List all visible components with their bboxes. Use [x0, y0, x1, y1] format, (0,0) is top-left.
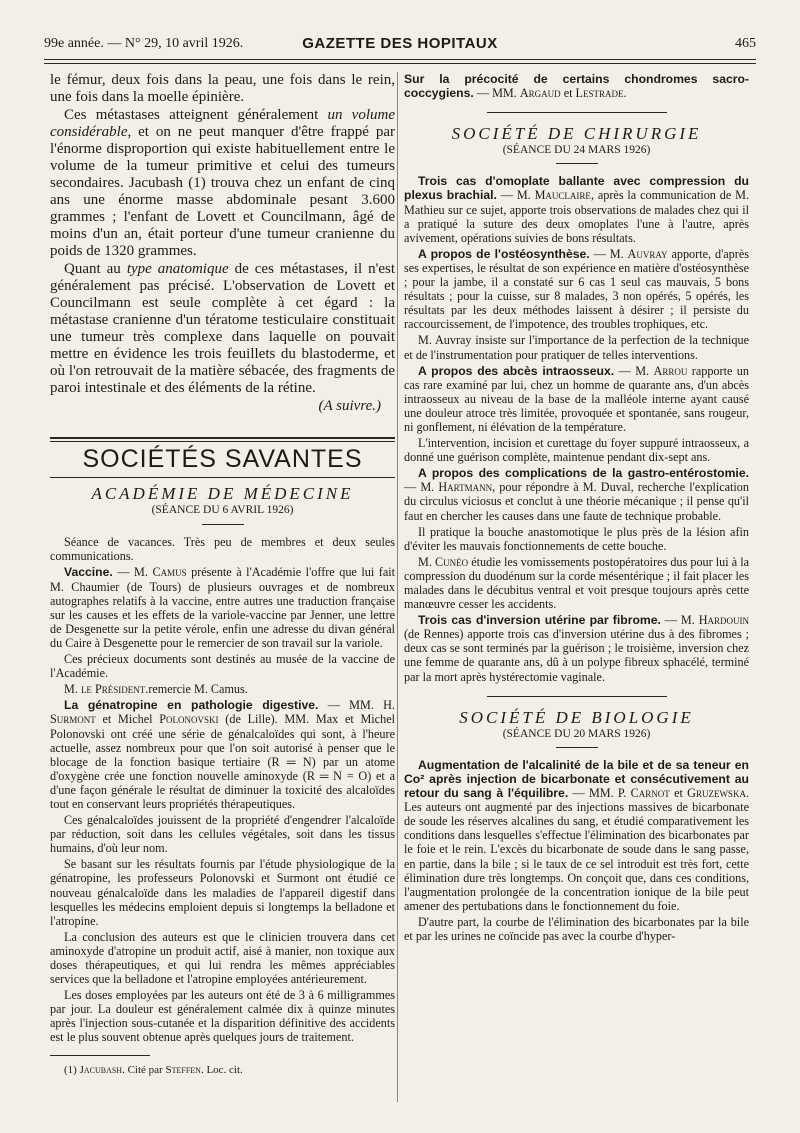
- report-chondromes: Sur la précocité de certains chondromes sacro-coccygiens. — MM. Argaud et Lestrade.: [404, 72, 749, 101]
- footnote: (1) Jacubash. Cité par Steffen. Loc. cit.: [64, 1063, 243, 1076]
- paragraph: M. Auvray insiste sur l'importance de la perfection de la technique et de l'instrumentation pour pratiquer de telles interventions.: [404, 333, 749, 362]
- section-rule-thin: [50, 441, 395, 442]
- section-rule: [50, 437, 395, 439]
- paragraph: Quant au type anatomique de ces métastases, il n'est généralement pas précisé. L'observation de Lovett et Councilmann est seule complète à cet égard : la métastase cranienne d'un tératome testiculaire constituait une tumeur très complexe dans laquelle on pouvait mettre en évidence les trois feuillets du blastoderme, et où l'on retrouvait de la matière sébacée, des fragments de paroi intestinale et des éléments de la rétine.: [50, 261, 396, 396]
- report-vaccine: Vaccine. — M. Camus présente à l'Académie l'offre que lui fait M. Chaumier (de Tours) de plusieurs ouvrages et de nombreux autographes relatifs à la vaccine, entre autres une traduction française sur les causes et les effets de la variole-vaccine par Jenner, une lettre de Desgenette sur la petite vérole, enfin une adresse du divan général du Caire à Desgenette pour le remercier de son travail sur la variole.: [50, 565, 395, 650]
- paragraph: M. le Président.remercie M. Camus.: [64, 682, 248, 697]
- session-date: (SÉANCE DU 20 MARS 1926): [502, 727, 651, 740]
- header-rule: [44, 59, 756, 60]
- session-date: (SÉANCE DU 24 MARS 1926): [502, 144, 651, 157]
- paragraph: L'intervention, incision et curettage du foyer suppuré intraosseux, a donné une guérison complète, maintenue pendant dix-sept ans.: [404, 436, 749, 465]
- paragraph: M. Cunéo étudie les vomissements postopératoires dus pour lui à la compression du duodénum sur la corde mésentérique ; il fait placer les malades dans le décubitus ventral et voit presque toujours après cette manœuvre cesser les accidents.: [404, 554, 749, 612]
- report-abces: A propos des abcès intraosseux. — M. Arrou rapporte un cas rare examiné par lui, chez un homme de quarante ans, d'un abcès intraosseux au niveau de la base de la malléole interne ayant causé une douleur atroce très limitée, provoquée et spontanée, sans rougeur, ni gonflement, ni élévation de la température.: [404, 363, 749, 434]
- report-genatropine: La génatropine en pathologie digestive. — MM. H. Surmont et Michel Polonovski (de Lille). MM. Max et Michel Polonovski ont créé une série de génalcaloïdes qui sont, à l'heure actuelle, assez nombreux pour que l'on soit autorisé à penser que le blocage de la fonction basique tertiaire (R ═ N) par un atome d'oxygène crée une fonction nouvelle aminoxyde (R ═ N = O) et a d'une façon générale le résultat de diminuer la toxicité des alcaloïdes tout en conservant leurs propriétés thérapeutiques.: [50, 698, 395, 811]
- to-be-continued: (A suivre.): [318, 398, 381, 414]
- left-column: [50, 72, 395, 1079]
- journal-title: GAZETTE DES HOPITAUX: [302, 35, 498, 52]
- society-title: ACADÉMIE DE MÉDECINE: [91, 484, 354, 504]
- report-osteosynthese: A propos de l'ostéosynthèse. — M. Auvray apporte, d'après ses expertises, le résultat de son expérience en matière d'ostéosynthèse ; pour la jambe, il a constaté sur 6 cas 1 seul cas mauvais, 5 bons résultats ; pour la cuisse, sur 8 malades, 3 non opérés, 5 opérés, les résultats par les deux méthodes laissent à désirer ; il persiste du raccourcissement, de l'impotence, des troubles trophiques, etc.: [404, 246, 749, 332]
- academie-reports: [50, 535, 395, 1044]
- page-number: 465: [735, 36, 756, 51]
- section-heading-rule: [50, 477, 395, 478]
- column-divider: [397, 72, 398, 1102]
- issue-info: 99e année. — N° 29, 10 avril 1926.: [44, 36, 244, 51]
- paragraph: D'autre part, la courbe de l'élimination des bicarbonates par la bile et par les urines ne coïncide pas avec la courbe d'hyper-: [404, 914, 749, 943]
- paragraph: Ces précieux documents sont destinés au musée de la vaccine de l'Académie.: [50, 652, 395, 681]
- section-rule: [487, 112, 667, 113]
- session-date: (SÉANCE DU 6 AVRIL 1926): [151, 504, 294, 517]
- report-inversion: Trois cas d'inversion utérine par fibrome. — M. Hardouin (de Rennes) apporte trois cas d'inversion utérine dus à des fibromes ; deux cas se sont terminés par la guérison ; le troisième, inversion chez une femme de quarante ans, dû à un polype fibreux sphacélé, terminé par la mort après hystérectomie vaginale.: [404, 613, 749, 684]
- paragraph: Il pratique la bouche anastomotique le plus près de la lésion afin d'éviter les mauvais fonctionnements de cette bouche.: [404, 524, 749, 553]
- paragraph: le fémur, deux fois dans la peau, une fois dans le rein, une fois dans la moelle épinière.: [50, 72, 395, 105]
- page-header: [44, 34, 756, 56]
- section-rule: [487, 696, 667, 697]
- paragraph: Séance de vacances. Très peu de membres et deux seules communications.: [50, 535, 395, 564]
- paragraph: Les doses employées par les auteurs ont été de 3 à 6 milligrammes par jour. La douleur est généralement calmée dix à quinze minutes après l'injection sous-cutanée et la disparition définitive des accidents est le plus souvent obtenue après quelques jours de traitement.: [50, 988, 395, 1045]
- article-continuation: [50, 72, 395, 415]
- society-title: SOCIÉTÉ DE CHIRURGIE: [451, 124, 702, 144]
- short-rule: [556, 163, 598, 164]
- paragraph: Ces génalcaloïdes jouissent de la propriété d'engendrer l'alcaloïde par réduction, soit dans les cellules végétales, soit dans les tissus humains, d'où leur nom.: [50, 813, 395, 856]
- report-bile: Augmentation de l'alcalinité de la bile et de sa teneur en Co² après injection de bicarbonate et consécutivement au retour du sang à l'équilibre. — MM. P. Carnot et Gruzewska. Les auteurs ont augmenté par des injections massives de bicarbonate de soude les réserves alcalines du sang, et étudié comparativement les conditions dans lesquelles s'effectue l'élimination des bicarbonates par le foie et le rein. L'excès du bicarbonate de soude dans le sang passe, en partie, dans la bile ; si le taux de ce sel introduit est très fort, cette élimination dure très longtemps. On conçoit que, dans ces conditions, l'augmentation prolongée de la concentration ionique de la bile peut amener des pertubations dans le fonctionnement du foie.: [404, 757, 749, 913]
- right-column: [404, 72, 749, 945]
- footnote-rule: [50, 1055, 150, 1056]
- paragraph: Se basant sur les résultats fournis par l'étude physiologique de la génatropine, les professeurs Polonovski et Surmont ont étudié ce nouveau génalcaloïde dans les maladies de l'appareil digestif dans lesquelles les médecins emploient depuis si longtemps la belladone et l'atropine.: [50, 857, 395, 928]
- header-rule-thin: [44, 63, 756, 64]
- short-rule: [556, 747, 598, 748]
- society-title: SOCIÉTÉ DE BIOLOGIE: [459, 707, 694, 727]
- paragraph: Ces métastases atteignent généralement un volume considérable, et on ne peut manquer d'être frappé par l'énorme disproportion qui existe habituellement entre le volume de la tumeur primitive et celui des tumeurs secondaires. Jacubash (1) trouva chez un enfant de cinq ans une énorme masse abdominale pesant 3.600 grammes ; l'enfant de Lovett et Councilmann, âgé de moins d'un an, était porteur d'une tumeur cranienne du poids de 1320 grammes.: [50, 107, 395, 259]
- paragraph: La conclusion des auteurs est que le clinicien trouvera dans cet aminoxyde d'atropine un produit actif, aisé à manier, non toxique aux doses thérapeutiques, et qui lui rendra les mêmes appréciables services que la belladone et l'atropine employées antérieurement.: [50, 929, 395, 987]
- report-omoplate: Trois cas d'omoplate ballante avec compression du plexus brachial. — M. Mauclaire, après la communication de M. Mathieu sur ce sujet, apporte trois observations de malades chez qui il a pratiqué la suture des deux omoplates l'une à l'autre, après avivement, opérations suivies de bons résultats.: [404, 174, 749, 245]
- section-heading: SOCIÉTÉS SAVANTES: [82, 445, 363, 473]
- report-gastro: A propos des complications de la gastro-entérostomie. — M. Hartmann, pour répondre à M. Duval, recherche l'explication du circulus viciosus et conclut à une théorie mécanique ; il pense qu'il faut en chercher les causes dans une faute de technique probable.: [404, 466, 749, 523]
- short-rule: [202, 524, 244, 525]
